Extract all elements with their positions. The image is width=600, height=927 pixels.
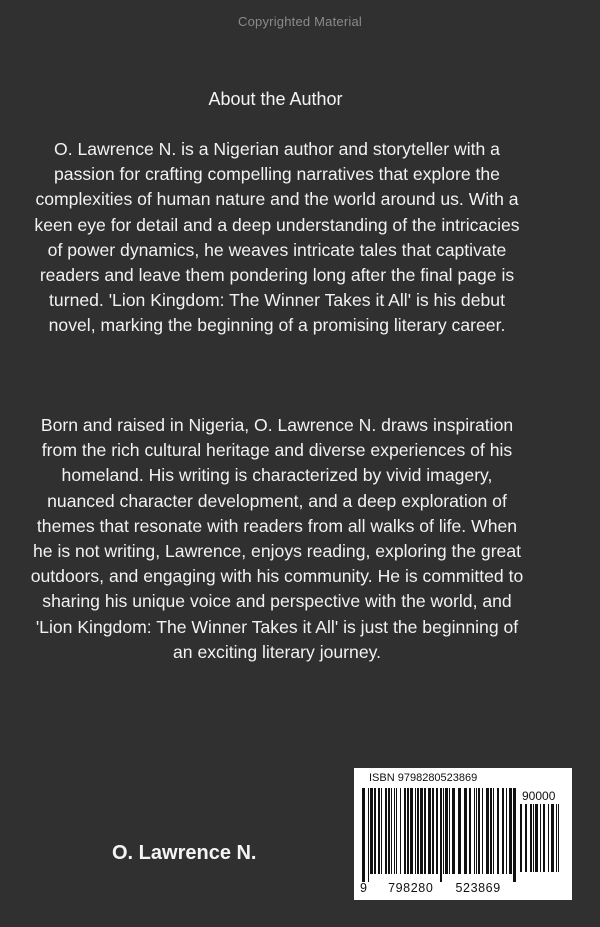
bio-paragraph-2: Born and raised in Nigeria, O. Lawrence N. draws inspiration from the rich cultural heritage and diverse experiences of his homeland. His writing is characterized by vivid imagery, nuanced character development, and a deep exploration of themes that resonate with readers from all walks of life. When he is not writing, Lawrence, enjoys reading, exploring the great outdoors, and engaging with his community. He is committed to sharing his unique voice and perspective with the world, and 'Lion Kingdom: The Winner Takes it All' is just the beginning of an exciting literary journey. [30, 415, 524, 662]
isbn-label: ISBN 9798280523869 [369, 772, 478, 784]
price-code: 90000 [522, 789, 556, 803]
about-author-heading: About the Author [208, 89, 343, 109]
isbn-barcode [354, 768, 572, 900]
copyright-watermark-top: Copyrighted Material [238, 14, 362, 29]
barcode-digits-left: 798280 [388, 881, 434, 895]
price-barcode-bars-icon [518, 804, 564, 880]
barcode-digits-right: 523869 [455, 881, 501, 895]
author-name: O. Lawrence N. [112, 842, 257, 864]
barcode-digit-lead: 9 [360, 881, 368, 895]
bio-paragraph-1: O. Lawrence N. is a Nigerian author and storyteller with a passion for crafting compelling narratives that explore the complexities of human nature and the world around us. With a keen eye for detail and a deep understanding of the intricacies of power dynamics, he weaves intricate tales that captivate readers and leave them pondering long after the final page is turned. 'Lion Kingdom: The Winner Takes it All' is his debut novel, marking the beginning of a promising literary career. [34, 139, 520, 336]
barcode-bars-icon [360, 788, 518, 882]
barcode-digits [360, 881, 518, 895]
